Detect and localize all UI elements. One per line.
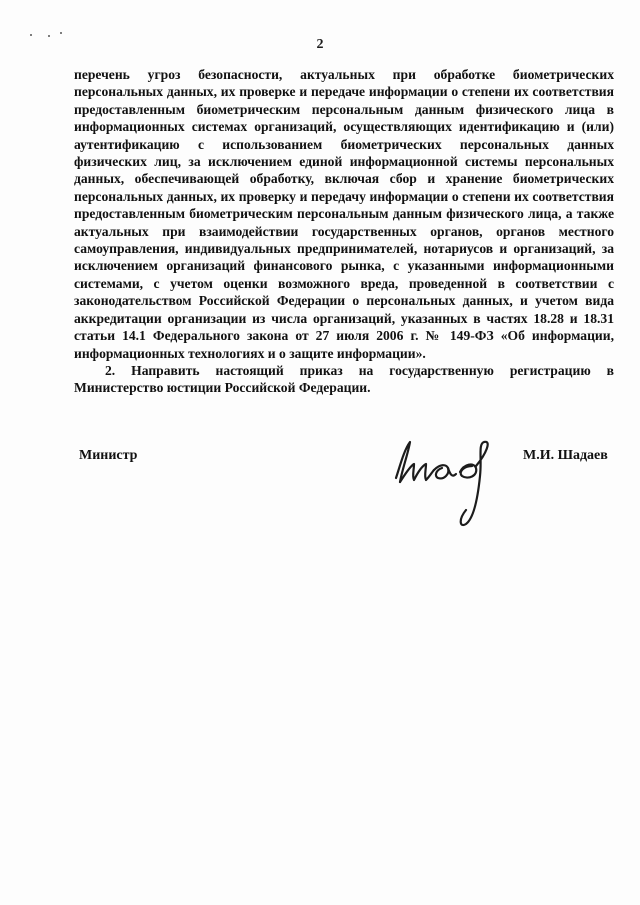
signatory-position: Министр (79, 448, 138, 463)
signature-block (0, 448, 640, 538)
signatory-name: М.И. Шадаев (523, 448, 608, 463)
paragraph-registration: 2. Направить настоящий приказ на государственную регистрацию в Министерство юстиции Российской Федерации. (74, 362, 614, 396)
document-body (74, 66, 614, 397)
handwritten-signature (388, 436, 500, 531)
paragraph-threat-list: перечень угроз безопасности, актуальных при обработке биометрических персональных данных, их проверке и передаче информации о степени их соответствия предоставленным биометрическим персональным данным физического лица в информационных системах организаций, осуществляющих идентификацию и (или) аутентификацию с использованием биометрических персональных данных физических лиц, за исключением единой информационной системы персональных данных, обеспечивающей обработку, включая сбор и хранение биометрических персональных данных, их проверку и передачу информации о степени их соответствия предоставленным биометрическим персональным данным физического лица, а также актуальных при взаимодействии государственных органов, органов местного самоуправления, индивидуальных предпринимателей, нотариусов и организаций, за исключением организаций финансового рынка, с указанными информационными системами, с учетом оценки возможного вреда, проведенной в соответствии с законодательством Российской Федерации о персональных данных, и учетом вида аккредитации организации из числа организаций, указанных в частях 18.28 и 18.31 статьи 14.1 Федерального закона от 27 июля 2006 г. № 149-ФЗ «Об информации, информационных технологиях и о защите информации». (74, 67, 614, 361)
page-number: 2 (316, 37, 324, 52)
